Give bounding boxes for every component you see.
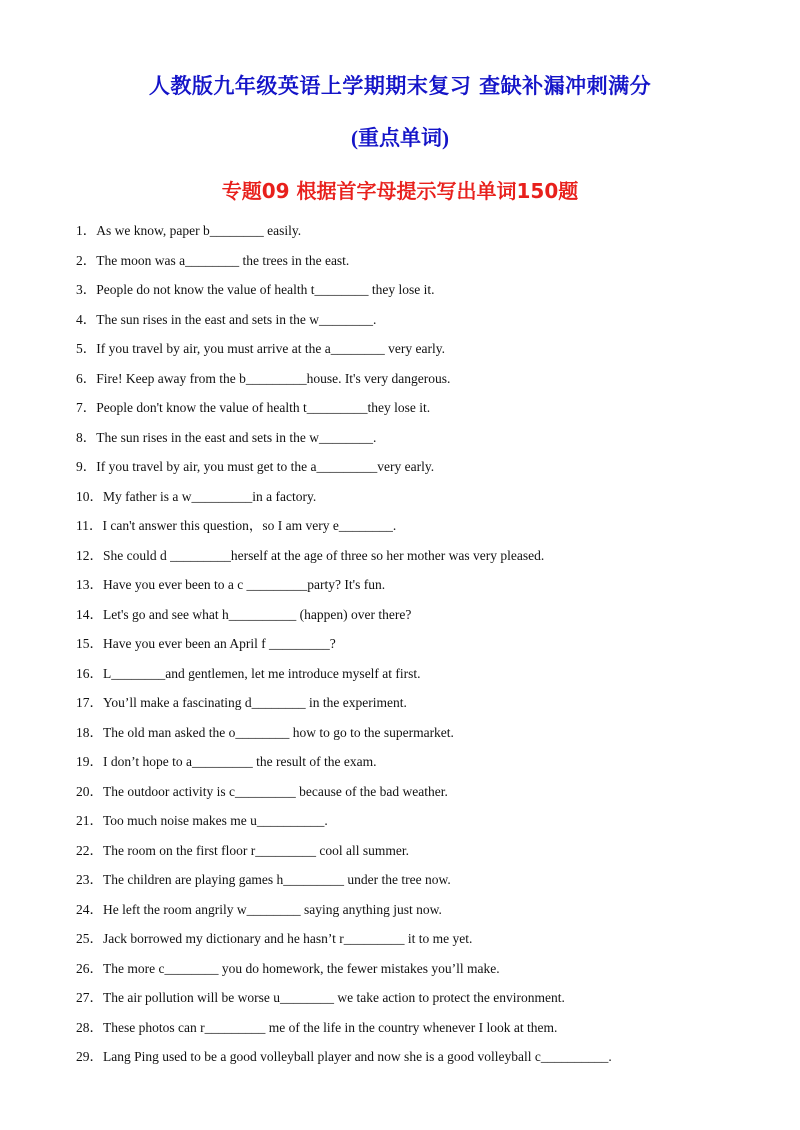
question-text: I don’t hope to a_________ the result of the exam. [103, 754, 377, 769]
question-number: 27． [76, 990, 103, 1005]
question-number: 4． [76, 311, 97, 327]
question-item [76, 664, 776, 694]
question-item [76, 870, 776, 900]
question-number: 7． [76, 400, 97, 415]
question-item [76, 428, 776, 458]
question-text: Too much noise makes me u__________. [103, 813, 328, 828]
question-number: 11． [76, 518, 103, 533]
question-item [76, 251, 776, 281]
question-item [76, 693, 776, 723]
question-item [76, 221, 776, 251]
question-item [76, 280, 776, 310]
question-item [76, 900, 776, 930]
question-item [76, 959, 776, 989]
question-text: The moon was a________ the trees in the east. [96, 252, 350, 268]
question-item [76, 310, 776, 340]
question-number: 10． [76, 488, 103, 504]
question-number: 15． [76, 636, 103, 651]
question-item [76, 988, 776, 1018]
question-text: If you travel by air, you must arrive at the a________ very early. [96, 341, 445, 356]
question-number: 1． [76, 223, 97, 238]
question-text: Let's go and see what h__________ (happen) over there? [103, 606, 412, 622]
question-item [76, 546, 776, 576]
question-number: 8． [76, 429, 97, 445]
question-item [76, 841, 776, 871]
question-number: 24． [76, 901, 103, 917]
question-text: If you travel by air, you must get to the a_________very early. [96, 459, 435, 474]
question-text: The old man asked the o________ how to go to the supermarket. [103, 724, 454, 740]
question-text: My father is a w_________in a factory. [103, 488, 317, 504]
question-text: People do not know the value of health t________ they lose it. [96, 282, 435, 297]
question-text: Lang Ping used to be a good volleyball player and now she is a good volleyball c__________. [103, 1049, 612, 1064]
question-text: People don't know the value of health t_________they lose it. [96, 400, 431, 415]
question-number: 19． [76, 754, 103, 769]
question-text: I can't answer this question，so I am very e________. [102, 518, 397, 533]
question-item [76, 575, 776, 605]
question-number: 22． [76, 842, 103, 858]
question-text: The more c________ you do homework, the fewer mistakes you’ll make. [103, 960, 500, 976]
question-text: The children are playing games h_________ under the tree now. [103, 872, 451, 887]
question-number: 6． [76, 370, 97, 386]
question-item [76, 516, 776, 546]
document-title: 人教版九年级英语上学期期末复习 查缺补漏冲刺满分 [148, 74, 652, 98]
question-item [76, 1018, 776, 1048]
question-list [76, 221, 776, 1077]
question-number: 25． [76, 931, 103, 946]
question-item [76, 723, 776, 753]
question-item [76, 605, 776, 635]
question-text: Fire! Keep away from the b_________house. It's very dangerous. [96, 370, 451, 386]
question-number: 28． [76, 1019, 103, 1035]
question-item [76, 782, 776, 812]
question-number: 17． [76, 695, 103, 710]
question-text: Have you ever been to a c _________party? It's fun. [103, 577, 386, 592]
question-number: 9． [76, 459, 97, 474]
question-text: You’ll make a fascinating d________ in the experiment. [103, 695, 407, 710]
question-text: As we know, paper b________ easily. [96, 223, 302, 238]
question-number: 23． [76, 872, 103, 887]
question-number: 20． [76, 783, 103, 799]
question-text: These photos can r_________ me of the life in the country whenever I look at them. [103, 1019, 558, 1035]
question-number: 5． [76, 341, 97, 356]
question-number: 26． [76, 960, 103, 976]
question-number: 3． [76, 282, 97, 297]
question-number: 12． [76, 547, 103, 563]
question-number: 21． [76, 813, 103, 828]
question-item [76, 339, 776, 369]
question-text: The sun rises in the east and sets in the w________. [96, 311, 377, 327]
question-item [76, 634, 776, 664]
question-item [76, 398, 776, 428]
question-number: 13． [76, 577, 103, 592]
question-text: Jack borrowed my dictionary and he hasn’t r_________ it to me yet. [103, 931, 473, 946]
question-item [76, 369, 776, 399]
question-text: The air pollution will be worse u________ we take action to protect the environment. [103, 990, 565, 1005]
question-text: L________and gentlemen, let me introduce myself at first. [103, 665, 421, 681]
topic-heading: 专题09 根据首字母提示写出单词150题 [221, 179, 579, 203]
question-text: Have you ever been an April f _________? [103, 636, 336, 651]
question-item [76, 487, 776, 517]
question-number: 14． [76, 606, 103, 622]
question-number: 16． [76, 665, 103, 681]
question-number: 2． [76, 252, 97, 268]
question-item [76, 457, 776, 487]
question-text: She could d _________herself at the age of three so her mother was very pleased. [103, 547, 545, 563]
document-subtitle: (重点单词) [351, 126, 449, 150]
question-number: 18． [76, 724, 103, 740]
question-item [76, 929, 776, 959]
question-item [76, 752, 776, 782]
question-text: He left the room angrily w________ saying anything just now. [103, 901, 442, 917]
question-text: The outdoor activity is c_________ because of the bad weather. [103, 783, 448, 799]
question-text: The sun rises in the east and sets in the w________. [96, 429, 377, 445]
question-item [76, 1047, 776, 1077]
question-text: The room on the first floor r_________ cool all summer. [103, 842, 409, 858]
question-number: 29． [76, 1049, 103, 1064]
question-item [76, 811, 776, 841]
